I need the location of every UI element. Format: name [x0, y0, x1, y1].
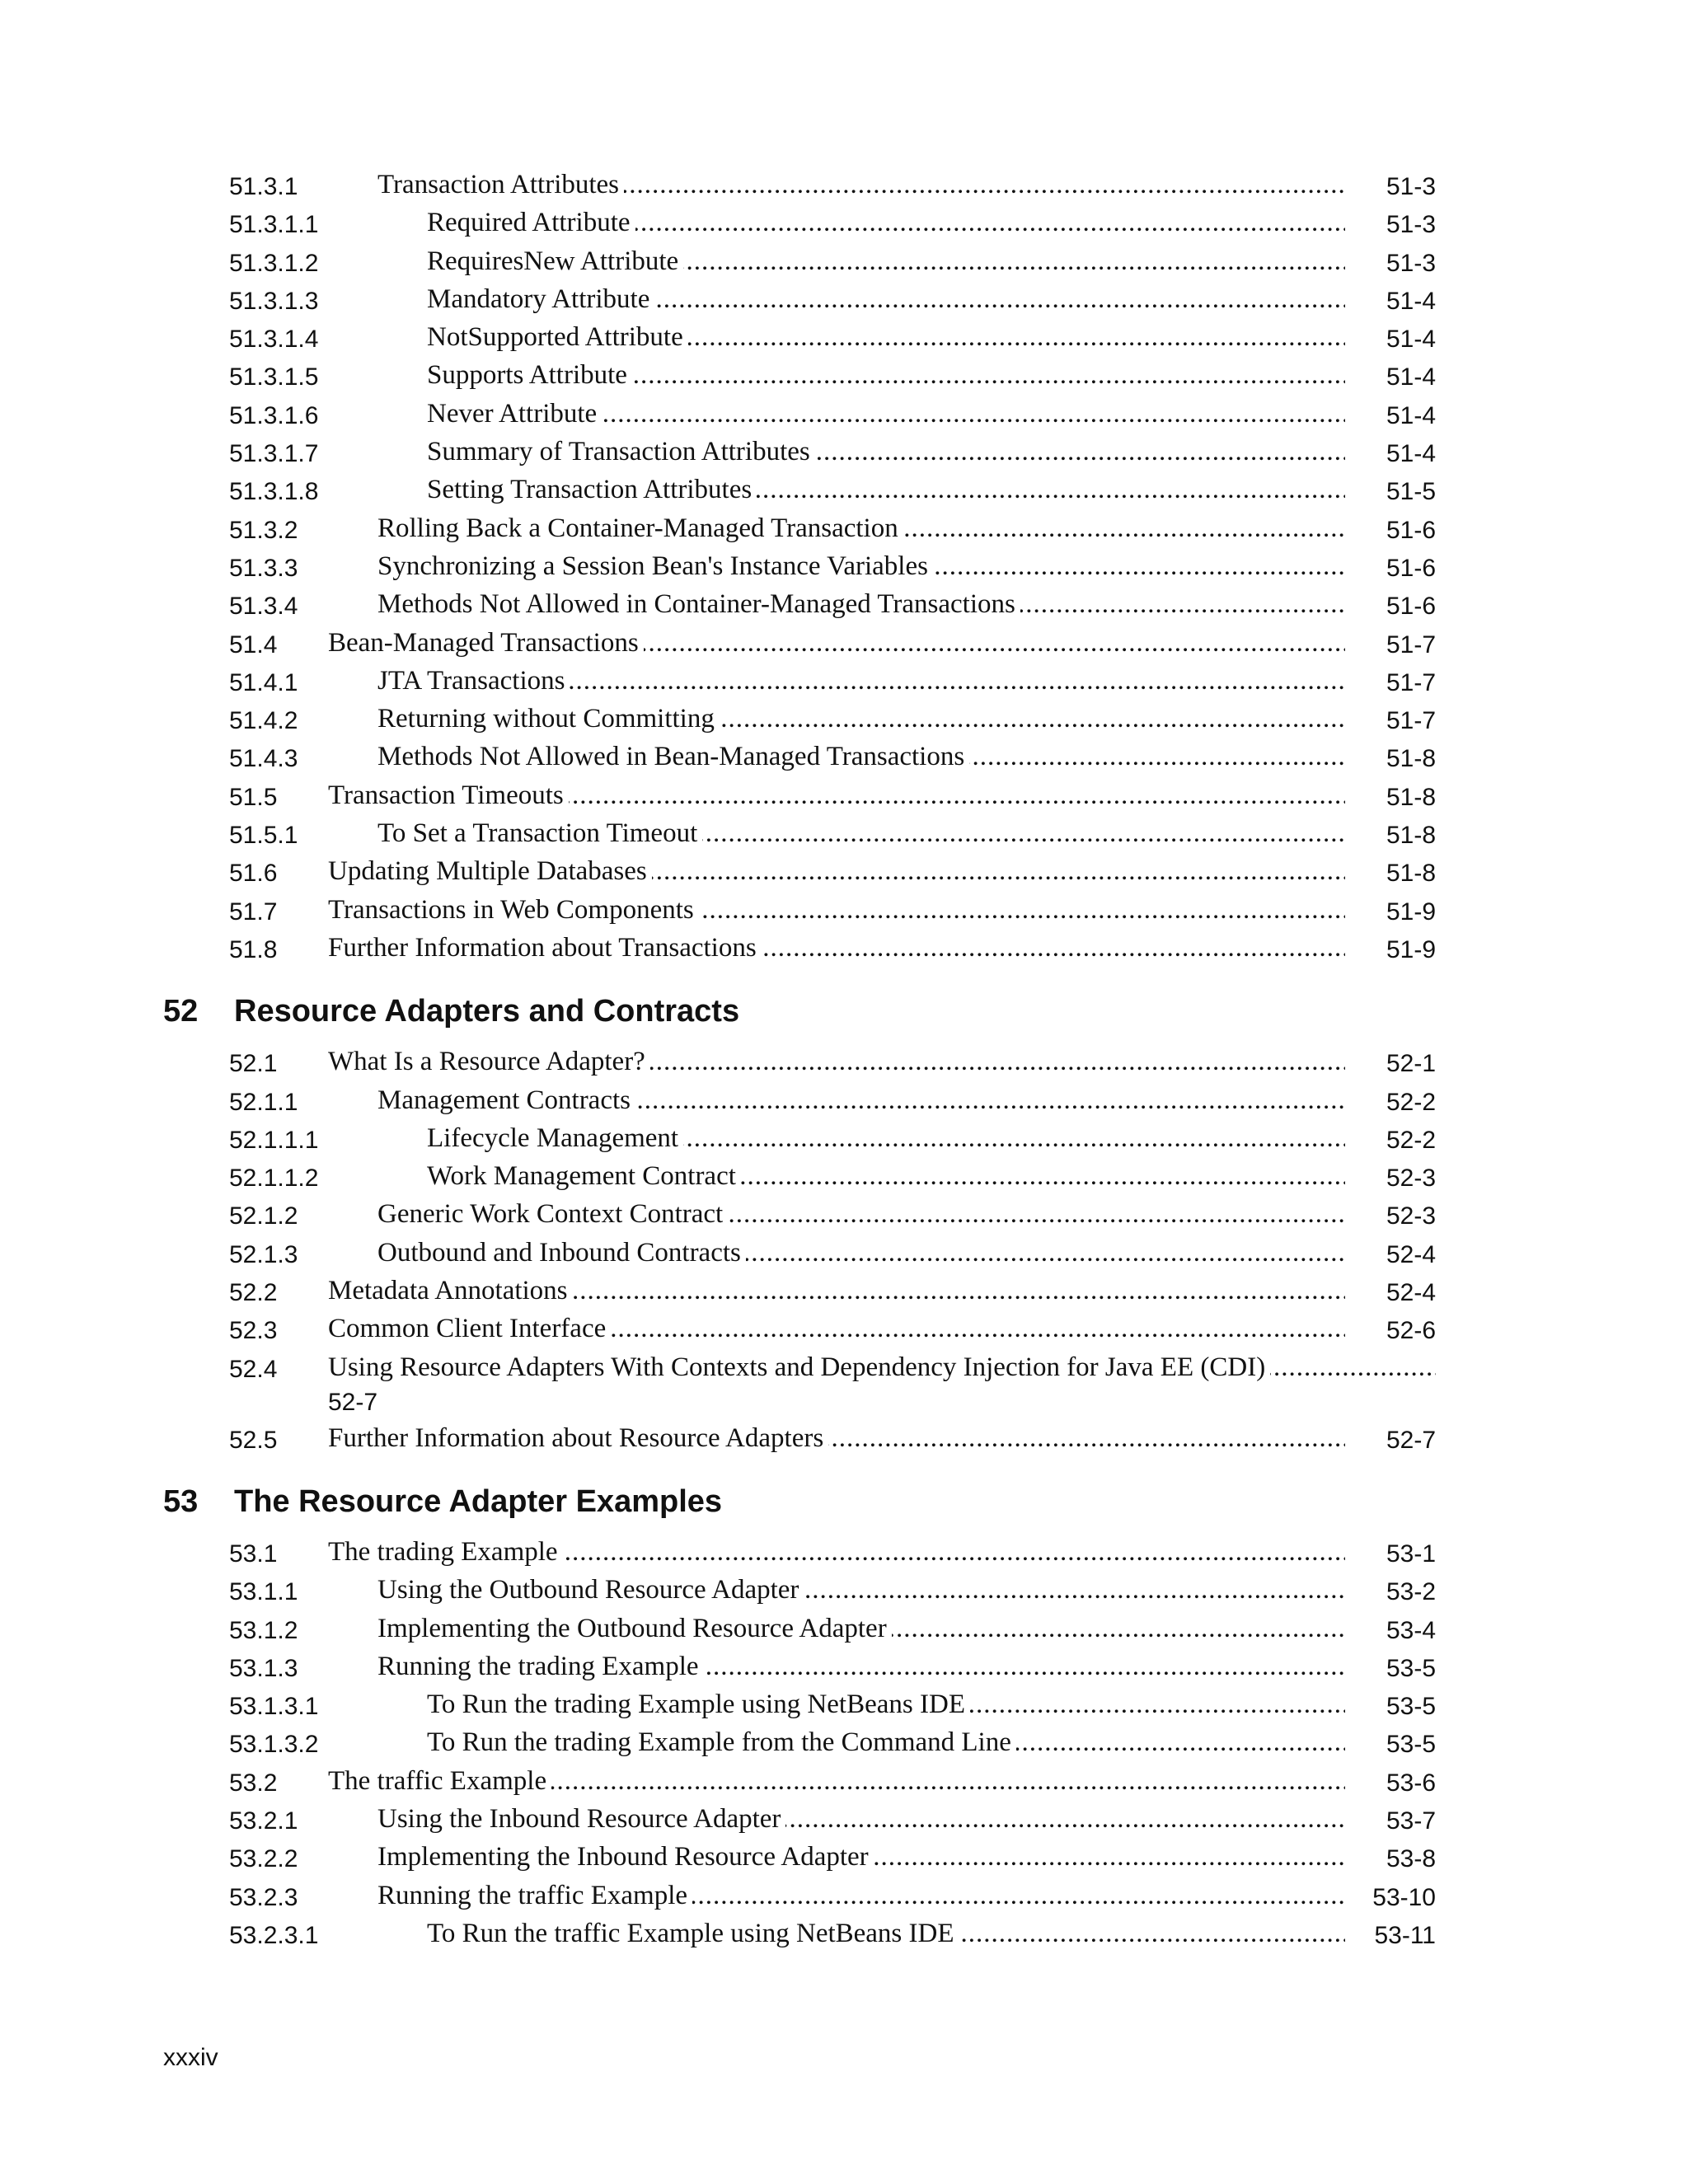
section-number: 53.1.1 [229, 1578, 298, 1606]
section-number: 51.3.3 [229, 554, 298, 582]
page-ref: 53-1 [1386, 1540, 1436, 1568]
toc-entry[interactable] [229, 895, 1436, 933]
toc-entry[interactable] [229, 1919, 1436, 1957]
page-ref: 51-6 [1386, 554, 1436, 582]
toc-entry[interactable] [229, 1652, 1436, 1690]
toc-entry[interactable] [229, 1614, 1436, 1652]
entry-title [328, 1352, 1436, 1383]
toc-entry[interactable] [229, 1314, 1436, 1352]
section-number: 51.3.1.1 [229, 211, 319, 239]
page-ref: 52-4 [1386, 1279, 1436, 1307]
page-ref: 53-5 [1386, 1731, 1436, 1759]
page-ref: 51-9 [1386, 935, 1436, 963]
entry-title [427, 399, 1345, 429]
entry-title [427, 246, 1345, 277]
chapter-title: Resource Adapters and Contracts [234, 994, 740, 1029]
entry-title [377, 1652, 1345, 1682]
page-ref: 53-4 [1386, 1616, 1436, 1644]
entry-title-text: Lifecycle Management [427, 1123, 683, 1153]
page-ref: 52-4 [1386, 1240, 1436, 1268]
page-ref: 53-7 [1386, 1807, 1436, 1835]
entry-title-text: To Run the traffic Example using NetBeans IDE [427, 1919, 959, 1948]
section-number: 53.2.3.1 [229, 1921, 319, 1949]
section-number: 51.3.1.3 [229, 287, 319, 315]
section-number: 52.4 [229, 1355, 278, 1383]
page-ref: 52-1 [1386, 1050, 1436, 1078]
section-number: 51.7 [229, 898, 278, 926]
toc-entry[interactable] [229, 856, 1436, 894]
section-number: 53.1.2 [229, 1616, 298, 1644]
entry-title-text: Rolling Back a Container-Managed Transaction [377, 513, 903, 543]
entry-title [377, 1614, 1345, 1644]
entry-title-text: Synchronizing a Session Bean's Instance Variables [377, 551, 933, 581]
entry-title [427, 437, 1345, 467]
entry-title [427, 475, 1345, 505]
section-number: 51.3.1.5 [229, 363, 319, 391]
entry-title-text: Using the Outbound Resource Adapter [377, 1575, 804, 1605]
entry-title-text: Using the Inbound Resource Adapter [377, 1804, 785, 1834]
section-number: 51.4.3 [229, 745, 298, 773]
entry-title-text: JTA Transactions [377, 666, 570, 696]
section-number: 53.1 [229, 1540, 278, 1568]
entry-title-text: Outbound and Inbound Contracts [377, 1238, 746, 1268]
toc-entry[interactable] [229, 1537, 1436, 1575]
toc-entry[interactable] [229, 1423, 1436, 1461]
toc-entry[interactable] [229, 1085, 1436, 1123]
entry-title [377, 1842, 1345, 1872]
entry-title [328, 933, 1345, 963]
entry-title-text: Generic Work Context Contract [377, 1199, 728, 1229]
page-ref: 53-6 [1386, 1769, 1436, 1797]
entry-title-text: Methods Not Allowed in Bean-Managed Transactions [377, 742, 969, 771]
entry-title [328, 1537, 1345, 1568]
page-ref: 51-8 [1386, 860, 1436, 888]
entry-title [377, 818, 1345, 849]
page-ref: 51-4 [1386, 287, 1436, 315]
entry-title-text: Required Attribute [427, 208, 635, 237]
toc-entry[interactable] [229, 1276, 1436, 1314]
entry-title-text: The trading Example [328, 1537, 563, 1567]
toc-entry[interactable] [229, 1690, 1436, 1727]
entry-title-text: Transaction Attributes [377, 170, 624, 199]
page-ref: 52-7 [1386, 1426, 1436, 1454]
toc-entry[interactable] [229, 513, 1436, 551]
entry-title-text: Implementing the Inbound Resource Adapter [377, 1842, 874, 1872]
section-number: 51.5.1 [229, 822, 298, 850]
toc-entry[interactable] [229, 1881, 1436, 1919]
entry-title-text: To Set a Transaction Timeout [377, 818, 702, 848]
chapter-heading[interactable] [163, 1461, 1436, 1537]
entry-title-text: NotSupported Attribute [427, 322, 688, 352]
page-ref: 51-3 [1386, 211, 1436, 239]
page-ref: 53-5 [1386, 1654, 1436, 1682]
section-number: 51.8 [229, 935, 278, 963]
section-number: 53.2.3 [229, 1883, 298, 1911]
entry-title-text: Further Information about Resource Adapters [328, 1423, 828, 1453]
section-number: 53.2.1 [229, 1807, 298, 1835]
chapter-heading[interactable] [163, 971, 1436, 1047]
entry-title-text: Running the trading Example [377, 1652, 704, 1681]
toc-entry[interactable] [229, 1123, 1436, 1161]
toc-entry[interactable] [229, 818, 1436, 856]
section-number: 51.3.1.6 [229, 401, 319, 429]
section-number: 51.3.2 [229, 516, 298, 544]
entry-title-text: Metadata Annotations [328, 1276, 573, 1305]
section-number: 51.4 [229, 630, 278, 658]
entry-title [377, 170, 1345, 200]
entry-title-text: Returning without Committing [377, 704, 720, 733]
entry-title [427, 322, 1345, 353]
page-ref: 52-6 [1386, 1317, 1436, 1345]
section-number: 53.1.3.2 [229, 1731, 319, 1759]
page-ref: 51-4 [1386, 401, 1436, 429]
entry-title [427, 1123, 1345, 1154]
entry-title [328, 1423, 1345, 1454]
section-number: 52.5 [229, 1426, 278, 1454]
section-number: 52.1.2 [229, 1202, 298, 1230]
entry-title [377, 589, 1345, 620]
chapter-entries [229, 1047, 1436, 1461]
entry-title [328, 780, 1345, 811]
entry-title-text: Never Attribute [427, 399, 602, 429]
toc-entry[interactable] [229, 1352, 1436, 1423]
section-number: 52.1.1.2 [229, 1165, 319, 1193]
page-ref: 52-2 [1386, 1126, 1436, 1154]
section-number: 51.5 [229, 783, 278, 811]
entry-title [427, 208, 1345, 238]
page-ref: 51-4 [1386, 440, 1436, 468]
page-ref: 51-7 [1386, 707, 1436, 735]
toc-entry[interactable] [229, 170, 1436, 208]
toc-entry[interactable] [229, 933, 1436, 971]
section-number: 53.2.2 [229, 1845, 298, 1873]
page-ref: 52-3 [1386, 1202, 1436, 1230]
entry-title [377, 1575, 1345, 1605]
page-ref: 51-4 [1386, 363, 1436, 391]
chapter-number: 52 [163, 994, 199, 1029]
section-number: 51.3.1.4 [229, 326, 319, 354]
section-number: 51.4.2 [229, 707, 298, 735]
entry-title-text: RequiresNew Attribute [427, 246, 683, 276]
entry-title [427, 1727, 1345, 1758]
entry-title [328, 895, 1345, 926]
entry-title-text: Summary of Transaction Attributes [427, 437, 815, 466]
entry-title-text: To Run the trading Example using NetBeans IDE [427, 1690, 970, 1719]
toc-entry[interactable] [229, 704, 1436, 742]
entry-title-text: Further Information about Transactions [328, 933, 762, 963]
entry-title [427, 1690, 1345, 1720]
entry-title [377, 1881, 1345, 1911]
toc-entry[interactable] [229, 208, 1436, 246]
section-number: 52.1 [229, 1050, 278, 1078]
chapter-title: The Resource Adapter Examples [234, 1483, 723, 1519]
entry-title-text: Transactions in Web Components [328, 895, 699, 925]
entry-title-text: Management Contracts [377, 1085, 635, 1115]
page-ref: 51-7 [1386, 668, 1436, 696]
chapter-number: 53 [163, 1483, 199, 1519]
page-ref: 53-10 [1372, 1883, 1436, 1911]
page-ref: 51-7 [1386, 630, 1436, 658]
section-number: 52.1.1 [229, 1088, 298, 1116]
entry-title-text: The traffic Example [328, 1766, 551, 1796]
page-ref: 51-4 [1386, 326, 1436, 354]
toc-entry[interactable] [229, 437, 1436, 475]
toc-entry[interactable] [229, 1766, 1436, 1804]
entry-title [328, 856, 1345, 887]
toc-entry[interactable] [229, 1161, 1436, 1199]
toc-entry[interactable] [229, 1047, 1436, 1085]
page-ref: 53-5 [1386, 1693, 1436, 1721]
entry-title [377, 1199, 1345, 1230]
section-number: 53.2 [229, 1769, 278, 1797]
toc-entry[interactable] [229, 1804, 1436, 1842]
toc-entry[interactable] [229, 780, 1436, 818]
entry-title [377, 742, 1345, 772]
section-number: 52.3 [229, 1317, 278, 1345]
entry-title [328, 628, 1345, 658]
entry-title [427, 360, 1345, 391]
entry-title-text: Methods Not Allowed in Container-Managed Transactions [377, 589, 1020, 619]
page-ref: 53-2 [1386, 1578, 1436, 1606]
section-number: 53.1.3 [229, 1654, 298, 1682]
entry-title-text: Setting Transaction Attributes [427, 475, 757, 504]
toc-entry[interactable] [229, 666, 1436, 704]
toc-group-continued [229, 170, 1436, 971]
entry-title-text: Running the traffic Example [377, 1881, 692, 1910]
page-ref: 51-8 [1386, 822, 1436, 850]
section-number: 51.3.1.7 [229, 440, 319, 468]
page-number: xxxiv [163, 2044, 218, 2071]
section-number: 51.6 [229, 860, 278, 888]
page-ref: 52-2 [1386, 1088, 1436, 1116]
section-number: 52.1.1.1 [229, 1126, 319, 1154]
toc-entry[interactable] [229, 399, 1436, 437]
page-ref: 51-8 [1386, 783, 1436, 811]
entry-title [377, 1238, 1345, 1268]
entry-title-text: Supports Attribute [427, 360, 632, 390]
toc-entry[interactable] [229, 1199, 1436, 1237]
entry-title [328, 1276, 1345, 1306]
page-ref: 52-3 [1386, 1165, 1436, 1193]
page-ref: 51-3 [1386, 249, 1436, 277]
entry-title-text: Work Management Contract [427, 1161, 741, 1191]
toc-entry[interactable] [229, 628, 1436, 666]
entry-title [427, 1161, 1345, 1192]
entry-title-text: To Run the trading Example from the Command Line [427, 1727, 1016, 1757]
entry-title-text: Transaction Timeouts [328, 780, 569, 810]
entry-title-text: Common Client Interface [328, 1314, 611, 1343]
entry-title [377, 1085, 1345, 1116]
toc-entry[interactable] [229, 1238, 1436, 1276]
page-ref: 51-6 [1386, 516, 1436, 544]
page-ref: 52-7 [328, 1388, 378, 1416]
entry-title-text: Updating Multiple Databases [328, 856, 652, 886]
toc-entry[interactable] [229, 742, 1436, 780]
toc-entry[interactable] [229, 1727, 1436, 1765]
entry-title [427, 1919, 1345, 1949]
entry-title-text: Using Resource Adapters With Contexts and Dependency Injection for Java EE (CDI) [328, 1352, 1270, 1382]
page-ref: 51-3 [1386, 173, 1436, 200]
section-number: 53.1.3.1 [229, 1693, 319, 1721]
entry-title [427, 284, 1345, 315]
entry-title [377, 704, 1345, 734]
entry-title [377, 666, 1345, 696]
toc-entry[interactable] [229, 1842, 1436, 1880]
entry-title [377, 1804, 1345, 1835]
entry-title-text: What Is a Resource Adapter? [328, 1047, 650, 1076]
toc-entry[interactable] [229, 475, 1436, 513]
toc-entry[interactable] [229, 284, 1436, 322]
entry-title [377, 513, 1345, 544]
page-ref: 51-6 [1386, 593, 1436, 621]
section-number: 51.3.1 [229, 173, 298, 200]
section-number: 52.1.3 [229, 1240, 298, 1268]
entry-title-text: Mandatory Attribute [427, 284, 654, 314]
toc-entry[interactable] [229, 1575, 1436, 1613]
section-number: 51.4.1 [229, 668, 298, 696]
page-ref: 51-8 [1386, 745, 1436, 773]
toc-entry[interactable] [229, 360, 1436, 398]
page-ref: 53-11 [1374, 1921, 1436, 1949]
entry-title-text: Implementing the Outbound Resource Adapter [377, 1614, 892, 1643]
entry-title [377, 551, 1345, 582]
table-of-contents [163, 170, 1436, 1957]
page-ref: 51-9 [1386, 898, 1436, 926]
section-number: 51.3.1.8 [229, 478, 319, 506]
toc-entry[interactable] [229, 551, 1436, 589]
chapter-entries [229, 1537, 1436, 1957]
page-ref: 53-8 [1386, 1845, 1436, 1873]
entry-title [328, 1766, 1345, 1797]
toc-entry[interactable] [229, 322, 1436, 360]
section-number: 51.3.1.2 [229, 249, 319, 277]
entry-title-text: Bean-Managed Transactions [328, 628, 644, 658]
entry-title [328, 1314, 1345, 1344]
page-ref: 51-5 [1386, 478, 1436, 506]
section-number: 52.2 [229, 1279, 278, 1307]
toc-entry[interactable] [229, 589, 1436, 627]
toc-entry[interactable] [229, 246, 1436, 284]
section-number: 51.3.4 [229, 593, 298, 621]
entry-title [328, 1047, 1345, 1077]
